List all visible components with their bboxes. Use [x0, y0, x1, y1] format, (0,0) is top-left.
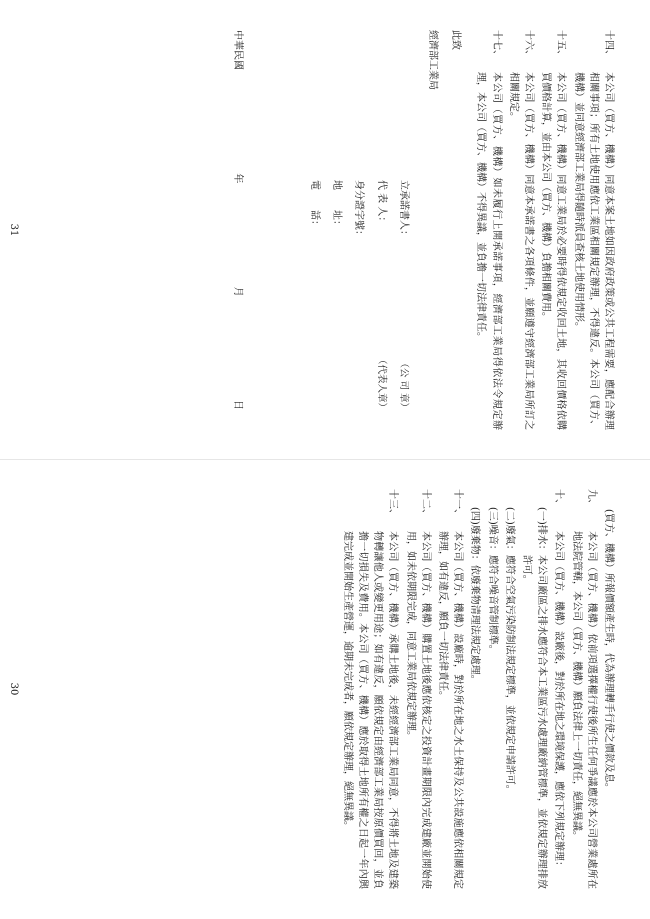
signature-row-phone [307, 180, 322, 430]
clause-number: 十六、 [522, 30, 534, 60]
clause-text: 本公司（買方、機構）如未履行上開承諾事項，經濟部工業局得依法令規定辦理，本公司（買方、機構）不得異議，並負擔一切法律責任。 [475, 72, 502, 430]
closing [425, 30, 463, 430]
clause-number: 十三、 [387, 489, 399, 519]
clause-12 [402, 489, 432, 889]
sub-item-wastewater [519, 507, 549, 889]
clause-text: 本公司（買方、機構）設廠後，對於所在地之環境保護，應依下列規定辦理： [553, 531, 565, 871]
representative-stamp-placeholder: （代表人章） [375, 354, 387, 412]
clause-number: 十一、 [452, 489, 464, 519]
sub-item-noise [484, 507, 499, 889]
sub-item-text: 依廢棄物清理法規定處理。 [469, 564, 481, 685]
clause-text: 本公司（買方、機構）設廠時，對於所在地之水土保持及公共設施應依相關規定辦理，如有違反，願負一切法律責任。 [436, 531, 464, 889]
clause-16 [506, 30, 536, 430]
recipient: 經濟部工業局 [426, 30, 438, 90]
lead-paragraph: (買方、機構）所報價額產生時，代為辦理轉手行使之價款及息。 [603, 509, 614, 793]
sub-item-number: (二)廢氣： [503, 507, 515, 555]
clause-text: 本公司（買方、機構）同意工業局於必要時得依規定收回土地，其收回價格依購買價格計算，並由本公司（買方、機構）負擔相關費用。 [540, 72, 567, 430]
date-year: 年 [231, 173, 243, 184]
clause-9 [568, 489, 598, 889]
sub-item-number: (三)噪音： [486, 507, 498, 555]
sub-item-text: 本公司廠區之排水應符合本工業區污水處理廠納管標準，並依規定辦理排放許可。 [520, 554, 548, 889]
clause-number: 十二、 [419, 489, 431, 519]
clause-15 [538, 30, 568, 430]
clause-number: 十七、 [490, 30, 502, 60]
clause-10 [551, 489, 566, 889]
date-line [230, 30, 245, 430]
sub-item-number: (四)廢棄物： [469, 507, 481, 565]
date-month: 月 [231, 286, 243, 297]
clause-14 [570, 30, 616, 430]
signature-label: 身分證字號： [353, 180, 365, 240]
page-30-panel [0, 459, 650, 919]
clause-13 [340, 489, 401, 889]
clause-text: 本公司（買方、機構）承購土地後，未經經濟部工業局同意，不得將土地及建築物轉讓他人或變更用途；如有違反，願依規定由經濟部工業局按原價買回，並負擔一切損失及費用。本公司（買方、機構）應於取得土地所有權之日起一年內興建完成並開始生產營運，逾期未完成者，願依規定辦理，絕無異議。 [341, 531, 399, 889]
sub-item-exhaust [502, 507, 517, 889]
clause-text: 本公司（買方、機構）依前項選擇權行使後所生任何爭議應於本公司營業處所在地法院管轄，本公司（買方、機構）願負法律上一切責任，絕無異議。 [570, 531, 597, 889]
signature-block [261, 30, 411, 430]
clause-text: 本公司（買方、機構）購置土地後應依核定之投資計畫期限內完成建廠並開始使用，如未依期限完成，同意工業局依規定辦理。 [404, 531, 431, 889]
closing-salutation: 此致 [450, 30, 462, 50]
signature-label: 地 址： [331, 180, 343, 230]
date-day: 日 [231, 399, 243, 410]
signature-label: 代 表 人： [375, 180, 387, 227]
clause-number: 十、 [553, 489, 565, 509]
signature-row-id-number [351, 180, 366, 430]
company-stamp-placeholder: （公 司 章） [397, 358, 409, 412]
signature-label: 電 話： [308, 180, 320, 230]
clause-number: 十五、 [555, 30, 567, 60]
signature-label: 立承諾書人： [397, 180, 409, 240]
page-30-content [0, 459, 650, 919]
page-number: 31 [8, 223, 20, 237]
clause-text: 本公司（買方、機構）同意本案土地如因政府政策或公共工程需要，應配合辦理相關事項；所有土地使用應依工業區相關規定辦理，不得違反。本公司（買方、機構）並同意經濟部工業局得隨時派員查核土地使用情形。 [572, 72, 614, 430]
sub-item-waste [467, 507, 482, 889]
clause-number: 十四、 [603, 30, 614, 60]
page-number: 30 [8, 682, 20, 696]
date-era: 中華民國 [231, 30, 243, 70]
sub-item-text: 應符合噪音管制標準。 [486, 554, 498, 655]
sub-item-number: (一)排水： [536, 507, 548, 555]
clause-17 [473, 30, 503, 430]
clause-number: 九、 [585, 489, 597, 509]
clause-11 [435, 489, 465, 889]
clause-text: 本公司（買方、機構）同意本承諾書之各項條件，並願遵守經濟部工業局所訂之相關規定。 [507, 72, 534, 430]
sub-item-text: 應符合空氣污染防制法規定標準，並依規定申請許可。 [503, 554, 515, 795]
signature-row-address [329, 180, 344, 430]
